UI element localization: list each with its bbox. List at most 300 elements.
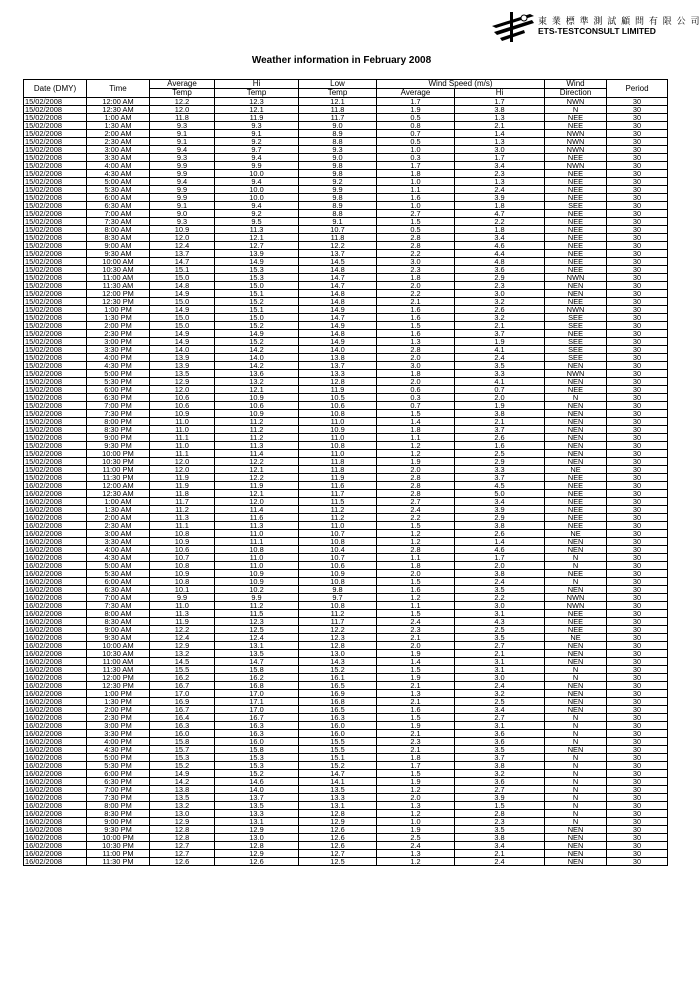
time-cell: 12:30 PM [87, 298, 150, 306]
avg-temp-cell: 13.0 [150, 810, 215, 818]
time-cell: 3:30 PM [87, 346, 150, 354]
avg-temp-cell: 9.1 [150, 202, 215, 210]
avg-temp-cell: 12.0 [150, 386, 215, 394]
avg-temp-cell: 12.9 [150, 818, 215, 826]
low-temp-cell: 11.2 [299, 506, 377, 514]
avg-temp-cell: 16.7 [150, 706, 215, 714]
low-temp-cell: 12.2 [299, 242, 377, 250]
time-cell: 3:30 AM [87, 154, 150, 162]
time-cell: 10:30 AM [87, 650, 150, 658]
avg-temp-cell: 10.9 [150, 538, 215, 546]
period-cell: 30 [607, 242, 668, 250]
low-temp-cell: 12.6 [299, 842, 377, 850]
wind-direction-cell: NEE [545, 154, 607, 162]
low-temp-cell: 11.6 [299, 482, 377, 490]
wind-hi-cell: 2.2 [455, 218, 545, 226]
wind-avg-cell: 0.5 [377, 138, 455, 146]
avg-temp-cell: 9.0 [150, 210, 215, 218]
time-cell: 5:30 PM [87, 378, 150, 386]
low-temp-cell: 13.3 [299, 794, 377, 802]
hi-temp-cell: 13.5 [215, 802, 299, 810]
wind-hi-cell: 4.3 [455, 618, 545, 626]
wind-avg-cell: 0.5 [377, 226, 455, 234]
time-cell: 11:00 PM [87, 850, 150, 858]
date-cell: 16/02/2008 [24, 666, 87, 674]
wind-avg-cell: 2.1 [377, 698, 455, 706]
period-cell: 30 [607, 138, 668, 146]
low-temp-cell: 12.9 [299, 818, 377, 826]
period-cell: 30 [607, 98, 668, 106]
weather-table [23, 79, 668, 866]
time-cell: 5:30 AM [87, 186, 150, 194]
wind-avg-cell: 2.2 [377, 250, 455, 258]
avg-temp-cell: 9.3 [150, 122, 215, 130]
wind-hi-cell: 2.1 [455, 850, 545, 858]
date-cell: 16/02/2008 [24, 594, 87, 602]
time-cell: 7:30 AM [87, 218, 150, 226]
wind-avg-cell: 1.8 [377, 754, 455, 762]
wind-avg-cell: 1.9 [377, 650, 455, 658]
time-cell: 2:00 AM [87, 130, 150, 138]
date-cell: 15/02/2008 [24, 330, 87, 338]
wind-hi-cell: 1.5 [455, 802, 545, 810]
avg-temp-cell: 16.2 [150, 674, 215, 682]
wind-direction-cell: NWN [545, 162, 607, 170]
hi-temp-cell: 12.1 [215, 490, 299, 498]
col-wind-dir-header-bottom: Direction [545, 89, 607, 98]
wind-direction-cell: NEE [545, 514, 607, 522]
wind-direction-cell: NEN [545, 858, 607, 866]
period-cell: 30 [607, 426, 668, 434]
wind-avg-cell: 1.4 [377, 658, 455, 666]
avg-temp-cell: 11.9 [150, 618, 215, 626]
wind-hi-cell: 1.4 [455, 538, 545, 546]
wind-hi-cell: 1.9 [455, 338, 545, 346]
col-date-header: Date (DMY) [24, 80, 87, 98]
time-cell: 1:00 AM [87, 114, 150, 122]
wind-avg-cell: 0.7 [377, 402, 455, 410]
wind-avg-cell: 3.0 [377, 362, 455, 370]
time-cell: 12:30 PM [87, 682, 150, 690]
wind-avg-cell: 1.5 [377, 410, 455, 418]
period-cell: 30 [607, 482, 668, 490]
wind-direction-cell: N [545, 722, 607, 730]
date-cell: 16/02/2008 [24, 762, 87, 770]
period-cell: 30 [607, 754, 668, 762]
avg-temp-cell: 14.9 [150, 290, 215, 298]
low-temp-cell: 12.1 [299, 98, 377, 106]
wind-direction-cell: NEN [545, 546, 607, 554]
wind-direction-cell: N [545, 106, 607, 114]
low-temp-cell: 9.3 [299, 146, 377, 154]
date-cell: 16/02/2008 [24, 546, 87, 554]
wind-hi-cell: 3.5 [455, 826, 545, 834]
wind-direction-cell: N [545, 762, 607, 770]
time-cell: 11:30 PM [87, 858, 150, 866]
avg-temp-cell: 15.5 [150, 666, 215, 674]
time-cell: 6:30 PM [87, 394, 150, 402]
col-hi-temp-header-bottom: Temp [215, 89, 299, 98]
wind-hi-cell: 0.7 [455, 386, 545, 394]
time-cell: 9:30 PM [87, 442, 150, 450]
hi-temp-cell: 11.2 [215, 434, 299, 442]
company-name-chinese: 東 業 標 準 測 試 顧 問 有 限 公 司 [538, 17, 700, 27]
time-cell: 5:00 PM [87, 754, 150, 762]
hi-temp-cell: 14.6 [215, 778, 299, 786]
page-title: Weather information in February 2008 [251, 55, 432, 66]
wind-hi-cell: 2.0 [455, 394, 545, 402]
wind-avg-cell: 2.8 [377, 242, 455, 250]
wind-direction-cell: NEE [545, 242, 607, 250]
wind-avg-cell: 1.0 [377, 178, 455, 186]
wind-direction-cell: NWN [545, 146, 607, 154]
wind-direction-cell: NEN [545, 402, 607, 410]
low-temp-cell: 12.6 [299, 826, 377, 834]
avg-temp-cell: 13.5 [150, 370, 215, 378]
date-cell: 15/02/2008 [24, 346, 87, 354]
wind-avg-cell: 2.0 [377, 378, 455, 386]
time-cell: 9:30 AM [87, 634, 150, 642]
hi-temp-cell: 11.0 [215, 530, 299, 538]
date-cell: 16/02/2008 [24, 618, 87, 626]
avg-temp-cell: 13.9 [150, 362, 215, 370]
date-cell: 15/02/2008 [24, 474, 87, 482]
wind-hi-cell: 1.6 [455, 442, 545, 450]
wind-direction-cell: NEN [545, 410, 607, 418]
date-cell: 15/02/2008 [24, 442, 87, 450]
date-cell: 16/02/2008 [24, 858, 87, 866]
wind-direction-cell: N [545, 770, 607, 778]
period-cell: 30 [607, 202, 668, 210]
time-cell: 11:00 AM [87, 658, 150, 666]
date-cell: 16/02/2008 [24, 674, 87, 682]
wind-hi-cell: 2.3 [455, 818, 545, 826]
date-cell: 15/02/2008 [24, 106, 87, 114]
wind-avg-cell: 1.5 [377, 770, 455, 778]
wind-hi-cell: 1.7 [455, 554, 545, 562]
hi-temp-cell: 15.2 [215, 338, 299, 346]
wind-direction-cell: NEE [545, 186, 607, 194]
time-cell: 8:00 AM [87, 226, 150, 234]
wind-hi-cell: 2.6 [455, 434, 545, 442]
wind-direction-cell: N [545, 810, 607, 818]
wind-avg-cell: 2.8 [377, 234, 455, 242]
time-cell: 9:30 PM [87, 826, 150, 834]
low-temp-cell: 16.5 [299, 706, 377, 714]
date-cell: 16/02/2008 [24, 778, 87, 786]
period-cell: 30 [607, 634, 668, 642]
date-cell: 16/02/2008 [24, 786, 87, 794]
hi-temp-cell: 11.3 [215, 522, 299, 530]
col-wind-hi-header: Hi [455, 89, 545, 98]
wind-avg-cell: 2.2 [377, 290, 455, 298]
wind-direction-cell: N [545, 666, 607, 674]
time-cell: 1:00 PM [87, 306, 150, 314]
low-temp-cell: 9.1 [299, 218, 377, 226]
low-temp-cell: 14.7 [299, 314, 377, 322]
avg-temp-cell: 13.8 [150, 786, 215, 794]
wind-hi-cell: 3.2 [455, 314, 545, 322]
col-avg-temp-header-bottom: Temp [150, 89, 215, 98]
avg-temp-cell: 11.2 [150, 506, 215, 514]
period-cell: 30 [607, 826, 668, 834]
wind-hi-cell: 1.7 [455, 154, 545, 162]
period-cell: 30 [607, 746, 668, 754]
avg-temp-cell: 9.4 [150, 178, 215, 186]
low-temp-cell: 10.8 [299, 578, 377, 586]
date-cell: 15/02/2008 [24, 386, 87, 394]
wind-hi-cell: 4.4 [455, 250, 545, 258]
low-temp-cell: 10.8 [299, 538, 377, 546]
wind-avg-cell: 1.2 [377, 442, 455, 450]
time-cell: 2:30 PM [87, 714, 150, 722]
period-cell: 30 [607, 618, 668, 626]
time-cell: 8:00 AM [87, 610, 150, 618]
date-cell: 16/02/2008 [24, 730, 87, 738]
time-cell: 8:30 AM [87, 618, 150, 626]
date-cell: 15/02/2008 [24, 378, 87, 386]
wind-hi-cell: 4.8 [455, 258, 545, 266]
hi-temp-cell: 11.2 [215, 418, 299, 426]
wind-hi-cell: 2.4 [455, 578, 545, 586]
date-cell: 15/02/2008 [24, 394, 87, 402]
wind-hi-cell: 2.5 [455, 450, 545, 458]
low-temp-cell: 14.5 [299, 258, 377, 266]
wind-avg-cell: 1.9 [377, 106, 455, 114]
wind-avg-cell: 1.1 [377, 554, 455, 562]
date-cell: 16/02/2008 [24, 714, 87, 722]
avg-temp-cell: 11.0 [150, 602, 215, 610]
avg-temp-cell: 12.4 [150, 242, 215, 250]
wind-hi-cell: 3.7 [455, 474, 545, 482]
period-cell: 30 [607, 722, 668, 730]
period-cell: 30 [607, 402, 668, 410]
avg-temp-cell: 16.4 [150, 714, 215, 722]
time-cell: 12:30 AM [87, 106, 150, 114]
time-cell: 6:00 AM [87, 194, 150, 202]
wind-avg-cell: 1.2 [377, 594, 455, 602]
hi-temp-cell: 14.0 [215, 354, 299, 362]
date-cell: 16/02/2008 [24, 690, 87, 698]
period-cell: 30 [607, 314, 668, 322]
date-cell: 16/02/2008 [24, 634, 87, 642]
low-temp-cell: 14.9 [299, 322, 377, 330]
avg-temp-cell: 14.8 [150, 282, 215, 290]
hi-temp-cell: 10.6 [215, 402, 299, 410]
wind-direction-cell: N [545, 562, 607, 570]
low-temp-cell: 13.7 [299, 250, 377, 258]
time-cell: 3:00 AM [87, 530, 150, 538]
date-cell: 15/02/2008 [24, 210, 87, 218]
avg-temp-cell: 11.1 [150, 434, 215, 442]
low-temp-cell: 8.9 [299, 130, 377, 138]
date-cell: 16/02/2008 [24, 834, 87, 842]
date-cell: 15/02/2008 [24, 290, 87, 298]
wind-avg-cell: 2.8 [377, 490, 455, 498]
wind-hi-cell: 3.3 [455, 370, 545, 378]
date-cell: 16/02/2008 [24, 514, 87, 522]
wind-direction-cell: NEN [545, 458, 607, 466]
avg-temp-cell: 15.0 [150, 274, 215, 282]
time-cell: 7:30 PM [87, 794, 150, 802]
time-cell: 5:00 PM [87, 370, 150, 378]
wind-direction-cell: NEN [545, 378, 607, 386]
low-temp-cell: 8.8 [299, 138, 377, 146]
wind-avg-cell: 2.0 [377, 570, 455, 578]
period-cell: 30 [607, 114, 668, 122]
hi-temp-cell: 14.2 [215, 346, 299, 354]
period-cell: 30 [607, 322, 668, 330]
wind-direction-cell: NEE [545, 474, 607, 482]
wind-hi-cell: 1.4 [455, 130, 545, 138]
wind-direction-cell: NEN [545, 698, 607, 706]
low-temp-cell: 10.9 [299, 426, 377, 434]
wind-hi-cell: 2.9 [455, 274, 545, 282]
hi-temp-cell: 12.1 [215, 106, 299, 114]
time-cell: 3:00 PM [87, 338, 150, 346]
hi-temp-cell: 12.8 [215, 842, 299, 850]
period-cell: 30 [607, 466, 668, 474]
low-temp-cell: 14.7 [299, 274, 377, 282]
wind-hi-cell: 2.4 [455, 354, 545, 362]
hi-temp-cell: 10.9 [215, 578, 299, 586]
wind-hi-cell: 2.5 [455, 698, 545, 706]
wind-hi-cell: 4.6 [455, 242, 545, 250]
time-cell: 9:00 PM [87, 434, 150, 442]
hi-temp-cell: 10.2 [215, 586, 299, 594]
period-cell: 30 [607, 194, 668, 202]
date-cell: 15/02/2008 [24, 418, 87, 426]
low-temp-cell: 10.7 [299, 530, 377, 538]
low-temp-cell: 11.7 [299, 490, 377, 498]
wind-hi-cell: 1.3 [455, 178, 545, 186]
low-temp-cell: 14.9 [299, 338, 377, 346]
hi-temp-cell: 10.9 [215, 394, 299, 402]
time-cell: 12:00 AM [87, 98, 150, 106]
hi-temp-cell: 13.7 [215, 794, 299, 802]
wind-hi-cell: 3.6 [455, 730, 545, 738]
avg-temp-cell: 11.3 [150, 514, 215, 522]
wind-direction-cell: NEE [545, 386, 607, 394]
low-temp-cell: 14.8 [299, 290, 377, 298]
low-temp-cell: 11.0 [299, 434, 377, 442]
wind-avg-cell: 2.2 [377, 514, 455, 522]
avg-temp-cell: 10.6 [150, 394, 215, 402]
wind-direction-cell: NEE [545, 218, 607, 226]
wind-hi-cell: 1.3 [455, 114, 545, 122]
avg-temp-cell: 12.0 [150, 106, 215, 114]
avg-temp-cell: 11.1 [150, 522, 215, 530]
hi-temp-cell: 15.3 [215, 274, 299, 282]
time-cell: 12:30 AM [87, 490, 150, 498]
wind-direction-cell: NWN [545, 370, 607, 378]
time-cell: 4:00 AM [87, 162, 150, 170]
hi-temp-cell: 15.2 [215, 322, 299, 330]
time-cell: 1:00 AM [87, 498, 150, 506]
avg-temp-cell: 14.9 [150, 338, 215, 346]
wind-avg-cell: 1.2 [377, 858, 455, 866]
avg-temp-cell: 10.8 [150, 562, 215, 570]
hi-temp-cell: 12.4 [215, 634, 299, 642]
low-temp-cell: 8.9 [299, 202, 377, 210]
wind-hi-cell: 3.6 [455, 778, 545, 786]
wind-direction-cell: N [545, 730, 607, 738]
hi-temp-cell: 9.2 [215, 210, 299, 218]
hi-temp-cell: 9.4 [215, 202, 299, 210]
wind-avg-cell: 2.0 [377, 642, 455, 650]
col-low-temp-header-top: Low [299, 80, 377, 89]
wind-direction-cell: NEE [545, 490, 607, 498]
wind-direction-cell: NWN [545, 130, 607, 138]
period-cell: 30 [607, 738, 668, 746]
wind-hi-cell: 3.1 [455, 666, 545, 674]
wind-hi-cell: 3.4 [455, 162, 545, 170]
period-cell: 30 [607, 682, 668, 690]
avg-temp-cell: 16.7 [150, 682, 215, 690]
wind-avg-cell: 0.3 [377, 154, 455, 162]
date-cell: 15/02/2008 [24, 426, 87, 434]
hi-temp-cell: 13.9 [215, 250, 299, 258]
wind-avg-cell: 1.8 [377, 274, 455, 282]
wind-direction-cell: N [545, 818, 607, 826]
date-cell: 15/02/2008 [24, 98, 87, 106]
wind-hi-cell: 3.7 [455, 426, 545, 434]
period-cell: 30 [607, 610, 668, 618]
low-temp-cell: 16.9 [299, 690, 377, 698]
hi-temp-cell: 12.5 [215, 626, 299, 634]
time-cell: 10:30 PM [87, 842, 150, 850]
hi-temp-cell: 11.3 [215, 442, 299, 450]
low-temp-cell: 10.8 [299, 442, 377, 450]
hi-temp-cell: 11.6 [215, 514, 299, 522]
hi-temp-cell: 12.3 [215, 98, 299, 106]
avg-temp-cell: 10.8 [150, 578, 215, 586]
avg-temp-cell: 12.4 [150, 634, 215, 642]
wind-direction-cell: N [545, 578, 607, 586]
wind-hi-cell: 2.8 [455, 810, 545, 818]
date-cell: 15/02/2008 [24, 250, 87, 258]
wind-avg-cell: 1.7 [377, 762, 455, 770]
time-cell: 3:30 AM [87, 538, 150, 546]
wind-avg-cell: 1.0 [377, 202, 455, 210]
period-cell: 30 [607, 506, 668, 514]
time-cell: 12:00 PM [87, 674, 150, 682]
avg-temp-cell: 12.8 [150, 826, 215, 834]
wind-direction-cell: NEE [545, 258, 607, 266]
date-cell: 16/02/2008 [24, 818, 87, 826]
avg-temp-cell: 15.2 [150, 762, 215, 770]
hi-temp-cell: 9.3 [215, 122, 299, 130]
date-cell: 16/02/2008 [24, 522, 87, 530]
hi-temp-cell: 13.3 [215, 810, 299, 818]
period-cell: 30 [607, 578, 668, 586]
period-cell: 30 [607, 818, 668, 826]
wind-hi-cell: 3.5 [455, 746, 545, 754]
time-cell: 4:00 PM [87, 354, 150, 362]
wind-hi-cell: 3.5 [455, 634, 545, 642]
date-cell: 15/02/2008 [24, 370, 87, 378]
time-cell: 10:30 AM [87, 266, 150, 274]
table-row [24, 858, 668, 866]
low-temp-cell: 14.8 [299, 330, 377, 338]
wind-hi-cell: 2.1 [455, 650, 545, 658]
time-cell: 1:30 PM [87, 314, 150, 322]
hi-temp-cell: 9.4 [215, 154, 299, 162]
avg-temp-cell: 15.7 [150, 746, 215, 754]
low-temp-cell: 9.8 [299, 586, 377, 594]
low-temp-cell: 10.6 [299, 562, 377, 570]
time-cell: 2:00 PM [87, 706, 150, 714]
